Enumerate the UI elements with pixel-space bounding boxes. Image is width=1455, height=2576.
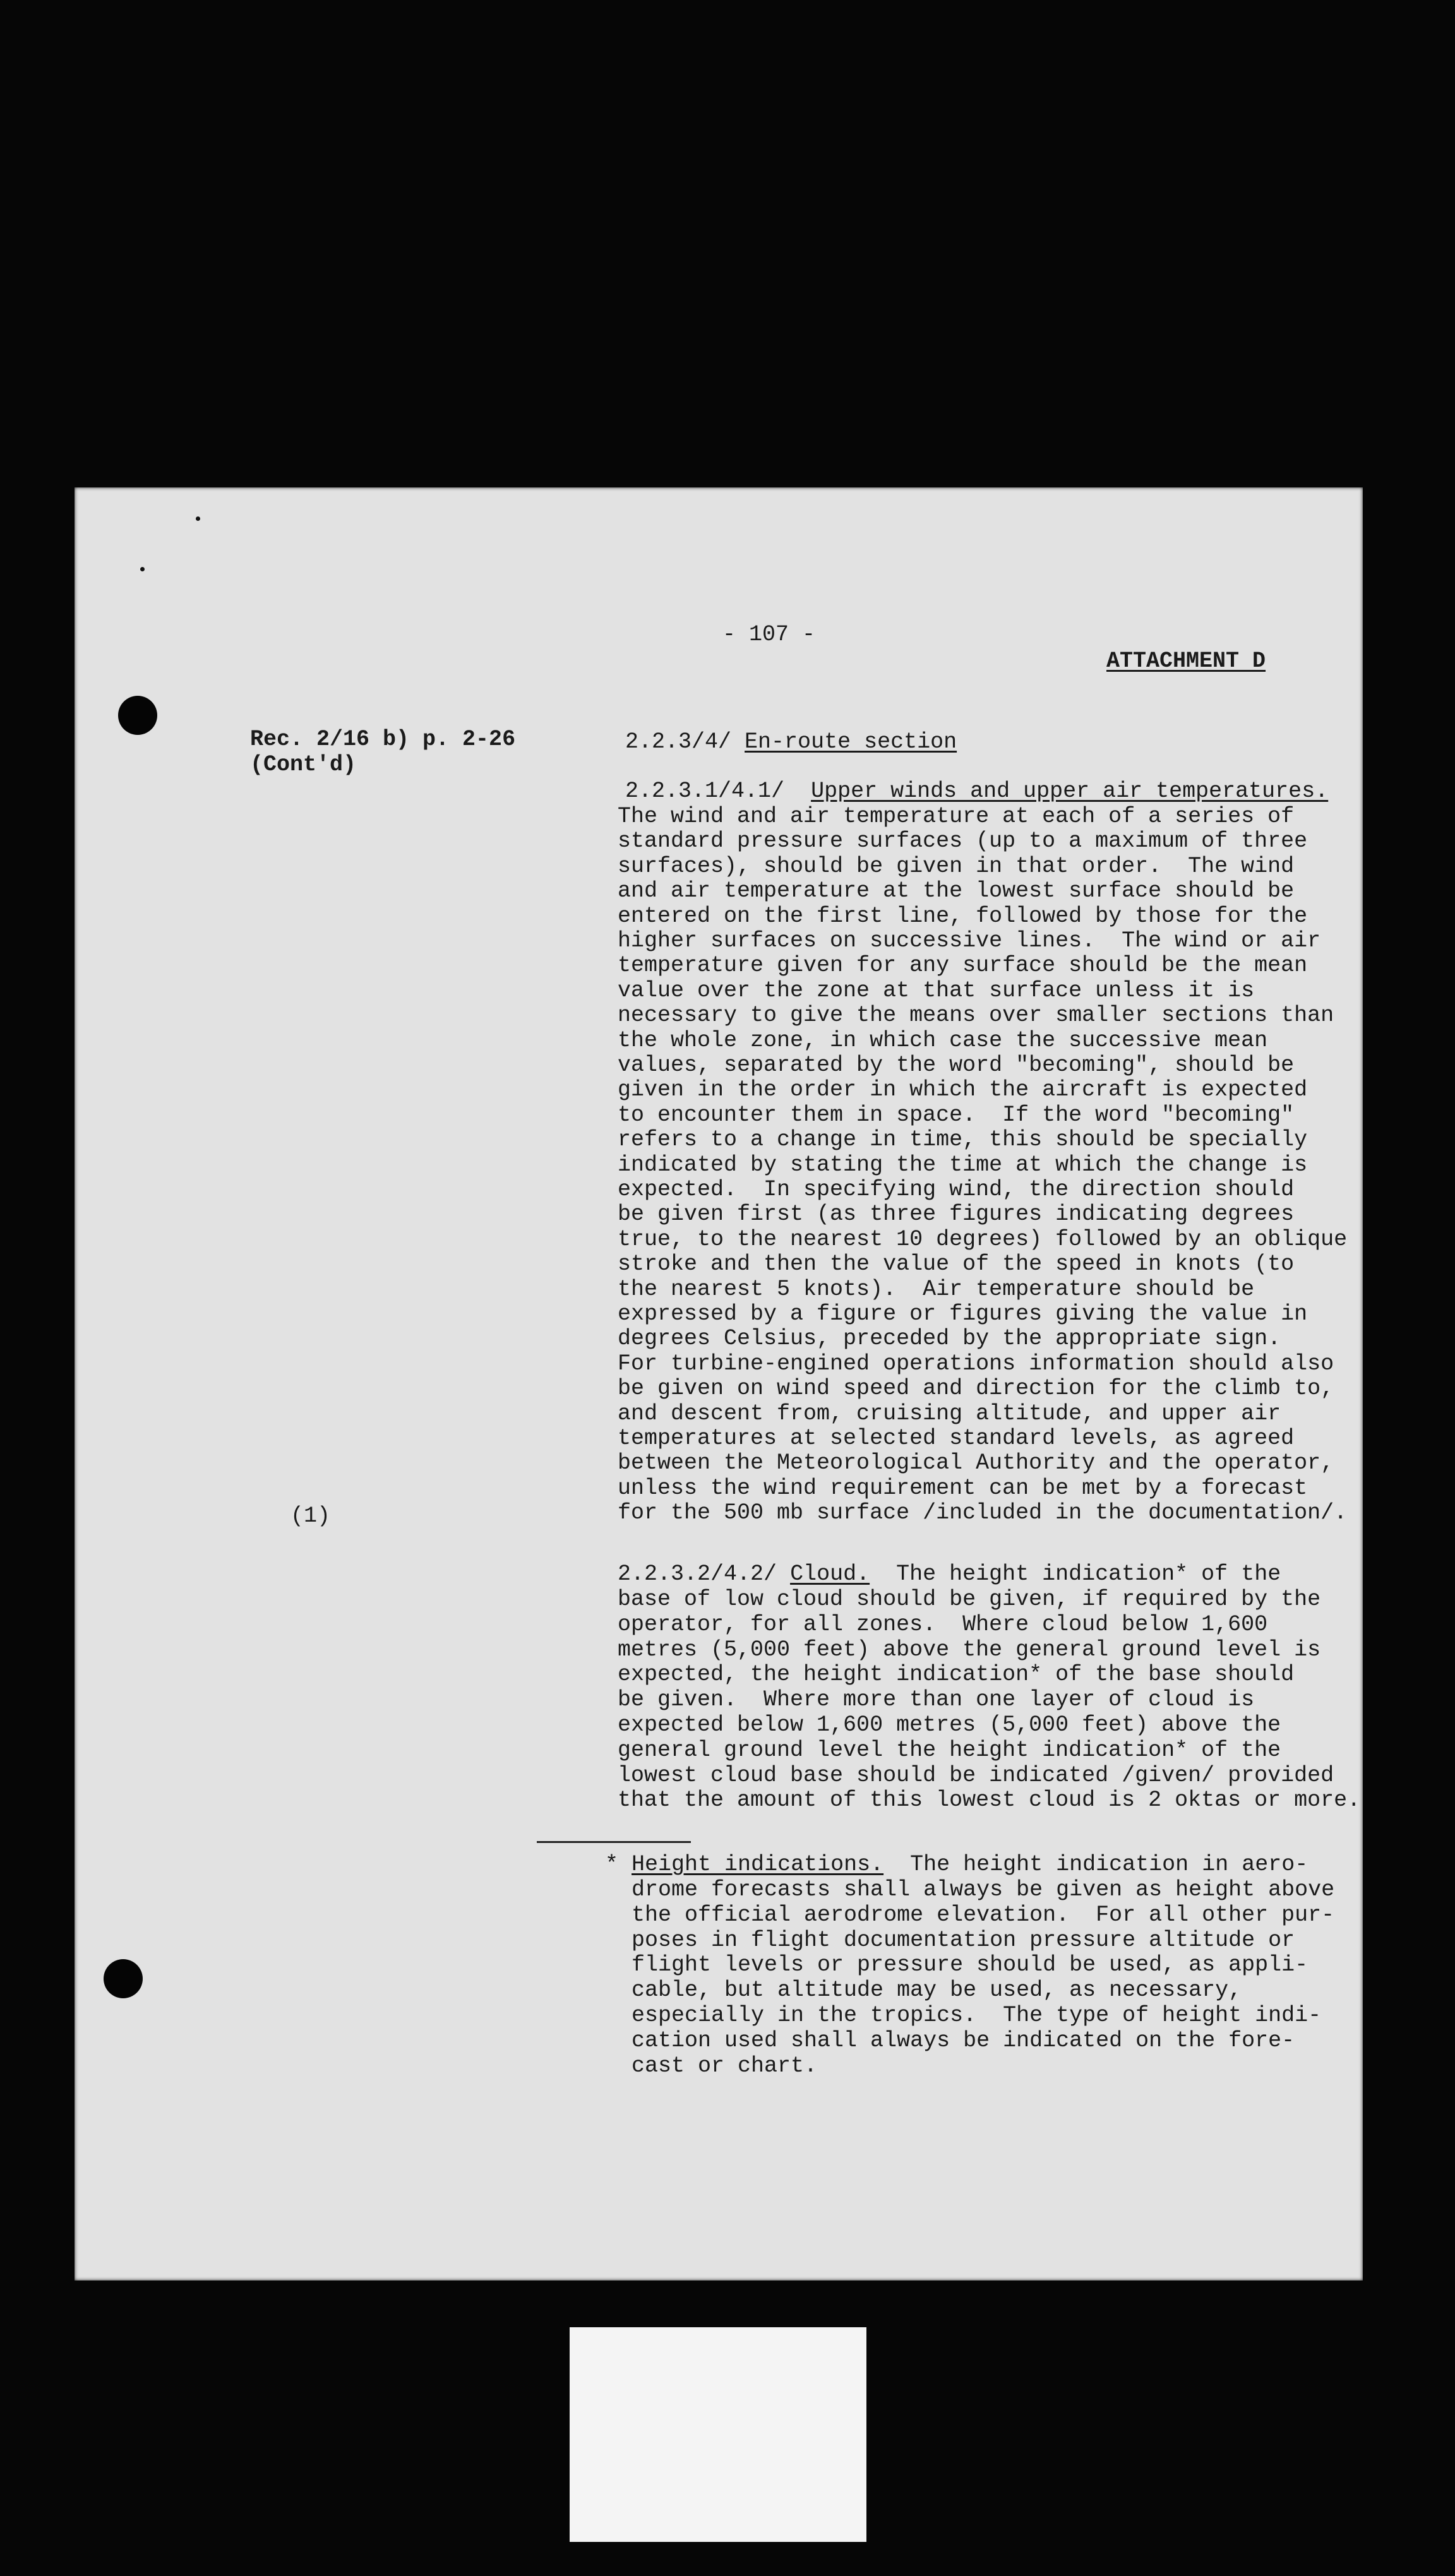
text-line: value over the zone at that surface unless it is	[618, 977, 1255, 1003]
text-line: For turbine-engined operations information should also	[618, 1351, 1334, 1376]
text-line: to encounter them in space. If the word "becoming"	[618, 1102, 1295, 1128]
text-line: lowest cloud base should be indicated /given/ provided	[618, 1762, 1334, 1788]
text-line: cation used shall always be indicated on the fore-	[632, 2027, 1295, 2053]
section-number: 2.2.3/4/	[625, 729, 732, 754]
margin-ref: Rec. 2/16 b) p. 2-26	[250, 727, 516, 752]
attachment-label: ATTACHMENT D	[1106, 648, 1266, 674]
text-line: for the 500 mb surface /included in the documentation/.	[618, 1500, 1348, 1526]
section-title: En-route section	[745, 729, 957, 754]
text-line: stroke and then the value of the speed in knots (to	[618, 1251, 1295, 1277]
text-line: the official aerodrome elevation. For all other pur-	[632, 1902, 1335, 1928]
footnote-rule	[537, 1841, 691, 1843]
text-line: be given first (as three figures indicating degrees	[618, 1202, 1295, 1227]
paper-slip	[570, 2327, 866, 2542]
section-heading	[625, 730, 957, 755]
para1-title: Upper winds and upper air temperatures.	[811, 778, 1329, 804]
text-line: indicated by stating the time at which the change is	[618, 1152, 1308, 1178]
para1-heading	[625, 779, 1328, 804]
text-line: between the Meteorological Authority and the operator,	[618, 1450, 1334, 1476]
text-line: temperature given for any surface should be the mean	[618, 953, 1308, 979]
text-line: The wind and air temperature at each of a series of	[618, 804, 1295, 829]
text-line: true, to the nearest 10 degrees) followed by an oblique	[618, 1226, 1348, 1252]
text-line: general ground level the height indication* of the	[618, 1737, 1281, 1763]
text-line: expected below 1,600 metres (5,000 feet) above the	[618, 1712, 1281, 1738]
text-line: values, separated by the word "becoming", should be	[618, 1052, 1295, 1078]
text-line: expected, the height indication* of the base should	[618, 1662, 1295, 1688]
text-line: be given on wind speed and direction for the climb to,	[618, 1376, 1334, 1402]
punch-hole-bottom	[104, 1959, 143, 1998]
text-line: especially in the tropics. The type of height indi-	[632, 2003, 1322, 2028]
text-line: flight levels or pressure should be used, as appli-	[632, 1952, 1308, 1978]
text-line: be given. Where more than one layer of cloud is	[618, 1687, 1255, 1713]
text-line: surfaces), should be given in that order. The wind	[618, 853, 1295, 879]
text-line: unless the wind requirement can be met by a forecast	[618, 1475, 1308, 1501]
text-line: and descent from, cruising altitude, and upper air	[618, 1400, 1281, 1426]
para2-heading	[618, 1562, 1281, 1587]
text-line: the nearest 5 knots). Air temperature should be	[618, 1276, 1255, 1302]
speck	[140, 567, 145, 571]
margin-cont: (Cont'd)	[250, 752, 357, 777]
footnote-marker: *	[605, 1852, 619, 1877]
text-line: operator, for all zones. Where cloud below 1,600	[618, 1611, 1268, 1637]
margin-marker: (1)	[290, 1503, 331, 1529]
text-line: higher surfaces on successive lines. The wind or air	[618, 928, 1321, 953]
text-line: expressed by a figure or figures giving the value in	[618, 1301, 1308, 1327]
text-line: entered on the first line, followed by those for the	[618, 903, 1308, 929]
text-line: metres (5,000 feet) above the general ground level is	[618, 1637, 1321, 1662]
text-line: degrees Celsius, preceded by the appropriate sign.	[618, 1326, 1281, 1352]
footnote-first-line: The height indication in aero-	[883, 1852, 1308, 1877]
text-line: cast or chart.	[632, 2053, 818, 2078]
text-line: drome forecasts shall always be given as height above	[632, 1877, 1335, 1902]
text-line: necessary to give the means over smaller sections than	[618, 1003, 1334, 1029]
text-line: temperatures at selected standard levels, as agreed	[618, 1426, 1295, 1451]
text-line: poses in flight documentation pressure altitude or	[632, 1927, 1295, 1953]
text-line: base of low cloud should be given, if required by the	[618, 1587, 1321, 1612]
footnote-title: Height indications.	[632, 1852, 884, 1877]
para1-number: 2.2.3.1/4.1/	[625, 778, 785, 804]
text-line: the whole zone, in which case the successive mean	[618, 1027, 1268, 1053]
para2-title: Cloud.	[790, 1561, 870, 1587]
text-line: refers to a change in time, this should be specially	[618, 1127, 1308, 1153]
para2-number: 2.2.3.2/4.2/	[618, 1561, 777, 1587]
text-line: standard pressure surfaces (up to a maximum of three	[618, 828, 1308, 854]
footnote-heading	[605, 1852, 1308, 1878]
para2-first-line: The height indication* of the	[870, 1561, 1281, 1587]
text-line: and air temperature at the lowest surface should be	[618, 878, 1295, 904]
text-line: cable, but altitude may be used, as necessary,	[632, 1977, 1242, 2003]
speck	[196, 516, 200, 521]
text-line: expected. In specifying wind, the direction should	[618, 1177, 1295, 1202]
text-line: given in the order in which the aircraft is expected	[618, 1077, 1308, 1103]
page-number: - 107 -	[722, 622, 816, 647]
text-line: that the amount of this lowest cloud is 2 oktas or more.	[618, 1787, 1361, 1813]
punch-hole-top	[118, 696, 157, 735]
